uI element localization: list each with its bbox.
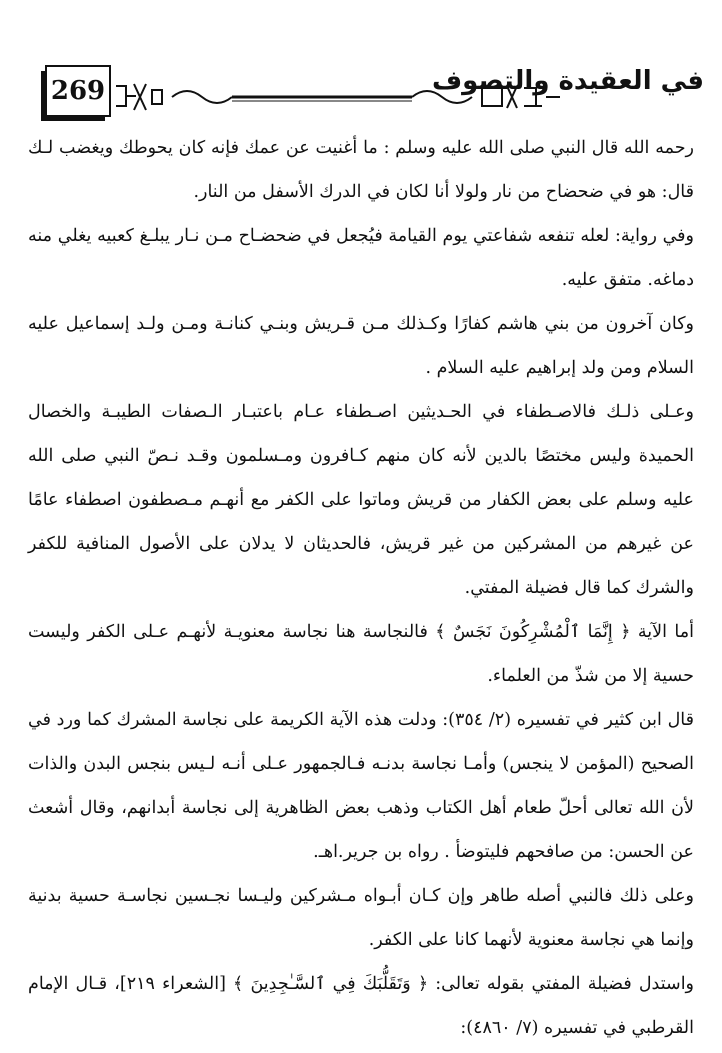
paragraph-7: وعلى ذلك فالنبي أصله طاهر وإن كـان أبـواه مـشركين وليـسا نجـسين نجاسـة حسية بدنية وإنما هي نجاسة معنوية لأنهما كانا على الكفر.: [28, 886, 694, 950]
paragraph-5: أما الآية ﴿ إِنَّمَا ٱلْمُشْرِكُونَ نَجَسٌ ﴾ فالنجاسة هنا نجاسة معنويـة لأنهـم عـلى الكفر وليست حسية إلا من شذّ من العلماء.: [28, 622, 694, 686]
paragraph-1: رحمه الله قال النبي صلى الله عليه وسلم : ما أغنيت عن عمك فإنه كان يحوطك ويغضب لـك قال: هو في ضحضاح من نار ولولا أنا لكان في الدرك الأسفل من النار.: [28, 138, 694, 202]
page-header: [0, 0, 722, 125]
paragraph-4: وعـلى ذلـك فالاصـطفاء في الحـديثين اصـطفاء عـام باعتبـار الـصفات الطيبـة والخصال الحميدة وليس مختصًا بالدين لأنه كان منهم كـافرون ومـسلمون وقـد نـصّ النبي صلى الله عليه وسلم على بعض الكفار من قريش وماتوا على الكفر مع أنهـم مـصطفون اصطفاء عامًا عن غيرهم من المشركين من غير قريش، فالحديثان لا يدلان على الأصول المنافية للكفر والشرك كما قال فضيلة المفتي.: [28, 402, 694, 598]
page-number: 269: [50, 76, 106, 106]
book-title: في العقيدة والتصوف: [431, 66, 704, 96]
paragraph-2: وفي رواية: لعله تنفعه شفاعتي يوم القيامة فيُجعل في ضحضـاح مـن نـار يبلـغ كعبيه يغلي منه دماغه. متفق عليه.: [28, 226, 694, 290]
paragraph-6: قال ابن كثير في تفسيره (٢/ ٣٥٤): ودلت هذه الآية الكريمة على نجاسة المشرك كما ورد في الصحيح (المؤمن لا ينجس) وأمـا نجاسة بدنـه فـالجمهور عـلى أنـه لـيس بنجس البدن والذات لأن الله تعالى أحلّ طعام أهل الكتاب وذهب بعض الظاهرية إلى نجاسة أبدانهم، وقال أشعث عن الحسن: من صافحهم فليتوضأ . رواه بن جرير.اهـ.: [28, 710, 694, 862]
page-number-box: [45, 65, 111, 117]
page-body: [28, 126, 694, 1050]
paragraph-8: واستدل فضيلة المفتي بقوله تعالى: ﴿ وَتَقَلُّبَكَ فِي ٱلسَّـٰجِدِينَ ﴾ [الشعراء ٢١٩]، قـال الإمام القرطبي في تفسيره (٧/ ٤٨٦٠):: [28, 974, 695, 1038]
paragraph-3: وكان آخرون من بني هاشم كفارًا وكـذلك مـن قـريش وبنـي كنانـة ومـن ولـد إسماعيل عليه السلام ومن ولد إبراهيم عليه السلام .: [28, 314, 694, 378]
